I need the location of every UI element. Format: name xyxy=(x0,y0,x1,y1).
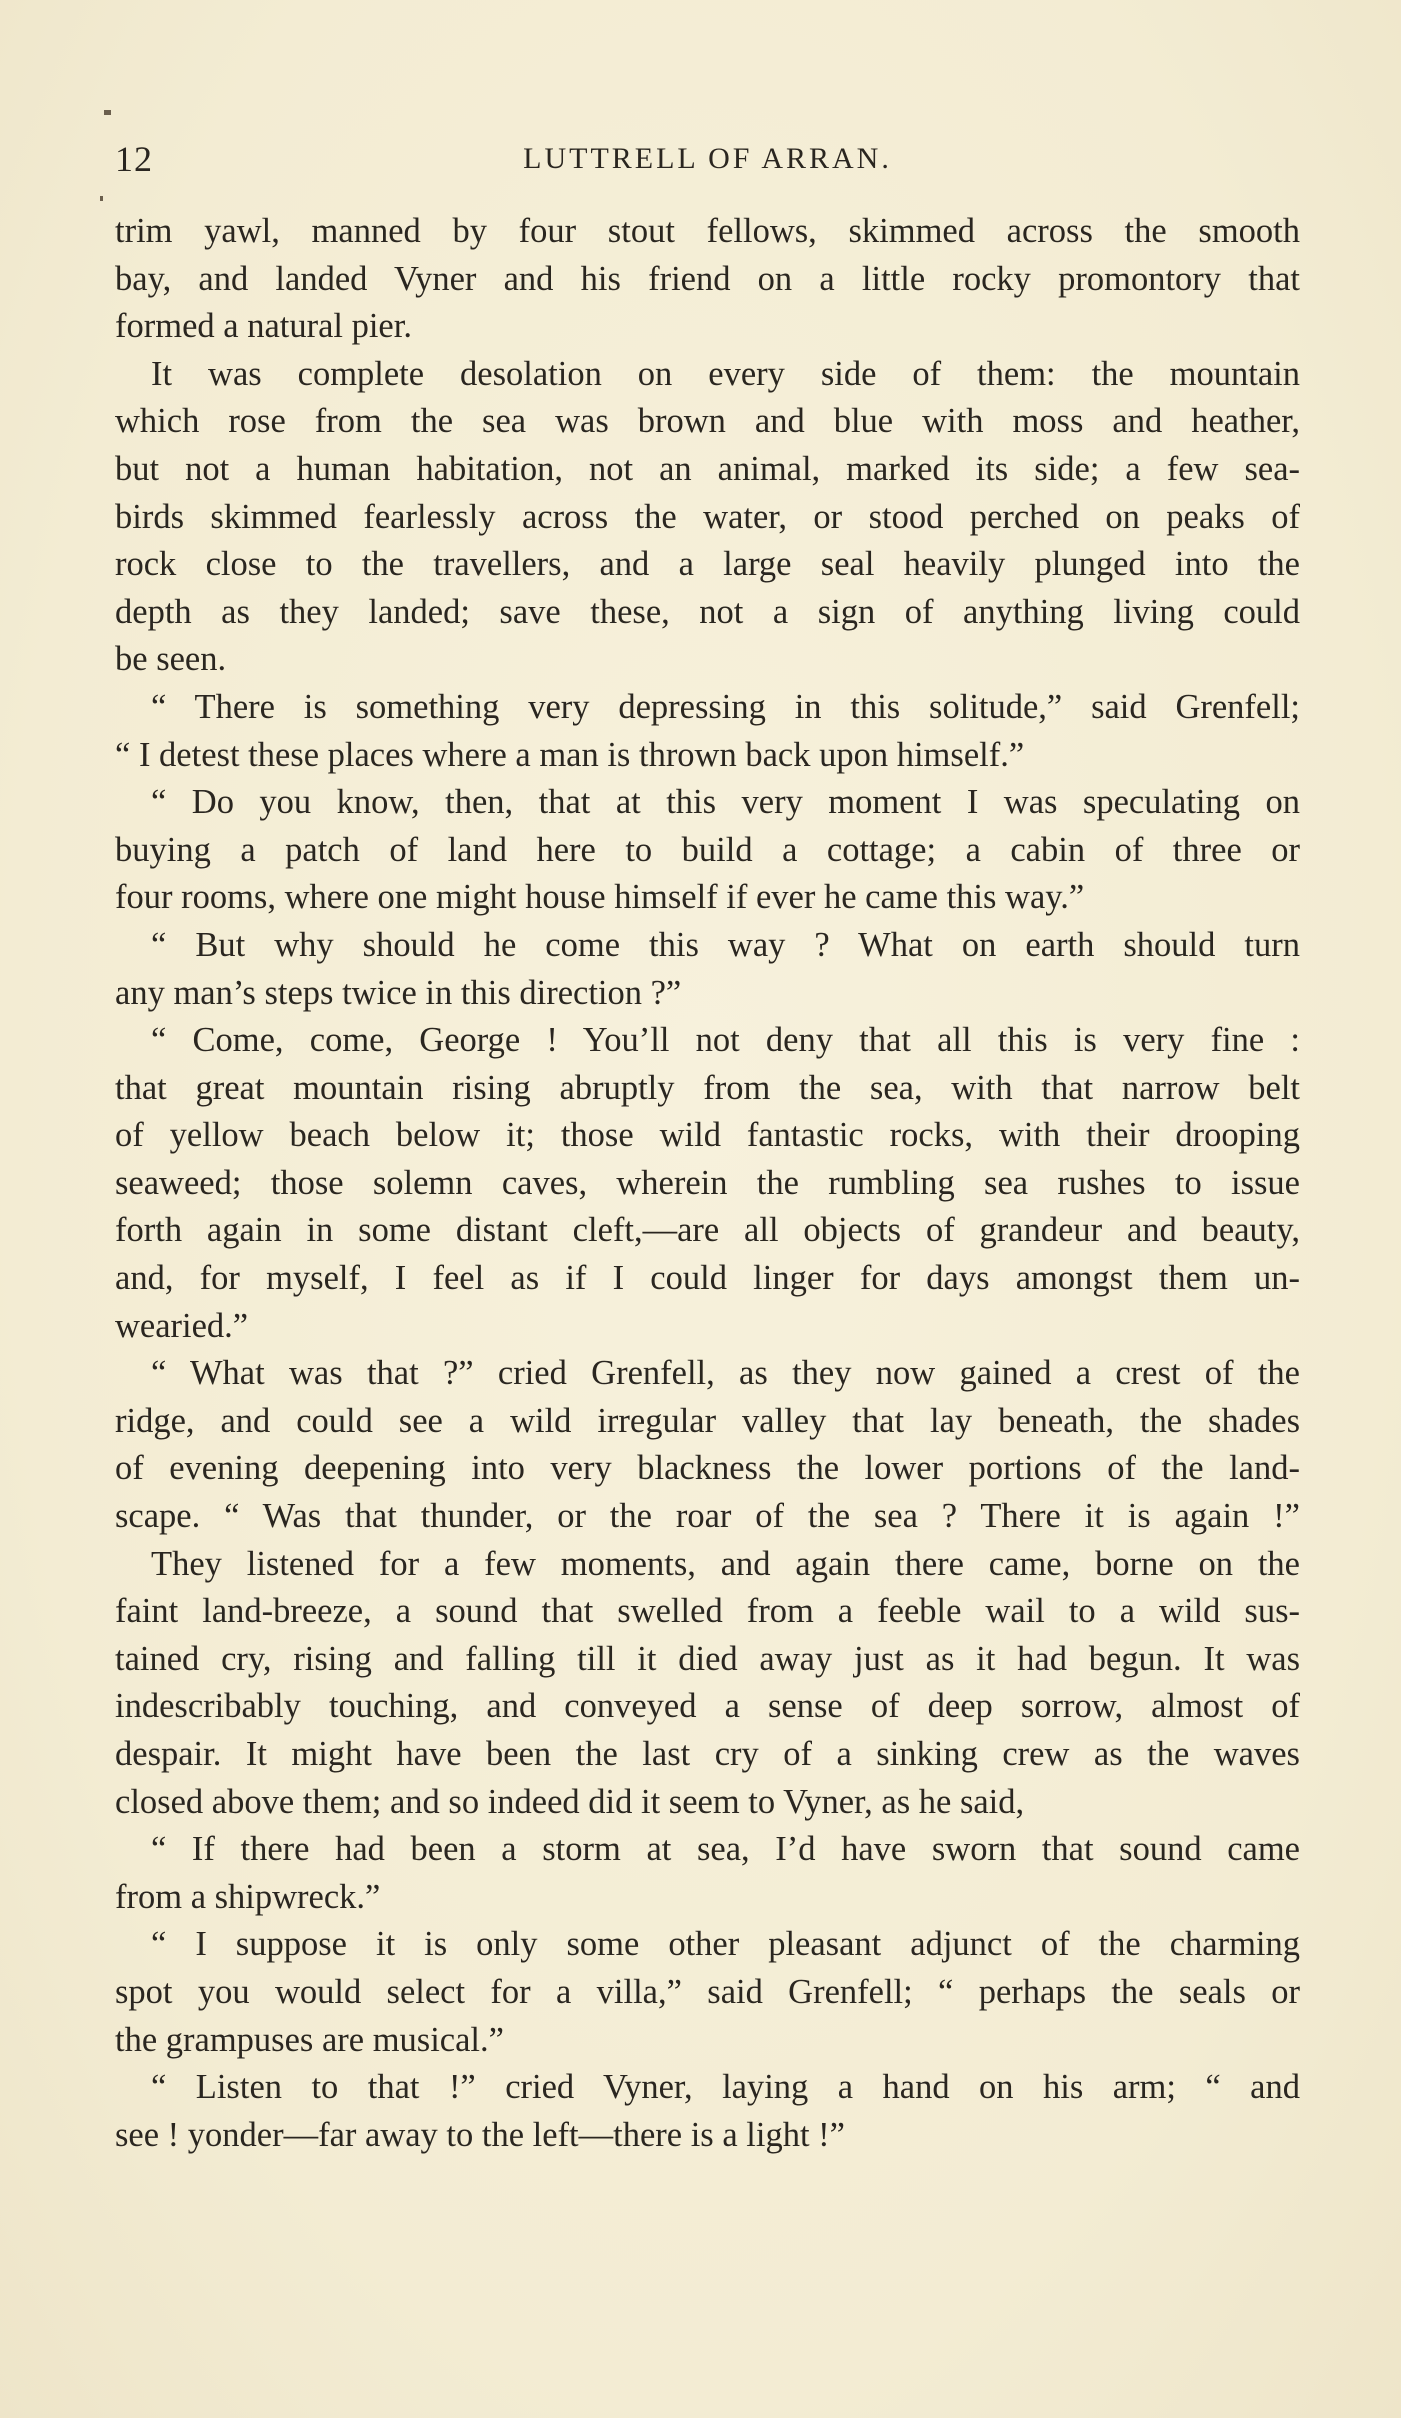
text-line: “ I suppose it is only some other pleasant adjunct of the charming xyxy=(151,1925,1300,1964)
text-line: buying a patch of land here to build a cottage; a cabin of three or xyxy=(115,830,1300,869)
text-line: “ But why should he come this way ? What on earth should turn xyxy=(151,925,1300,964)
text-line: bay, and landed Vyner and his friend on a little rocky promontory that xyxy=(115,259,1300,298)
text-line: rock close to the travellers, and a large seal heavily plunged into the xyxy=(115,545,1300,584)
text-line: tained cry, rising and falling till it died away just as it had begun. It was xyxy=(115,1639,1300,1678)
text-line: faint land-breeze, a sound that swelled from a feeble wail to a wild sus- xyxy=(115,1592,1300,1631)
text-line: They listened for a few moments, and again there came, borne on the xyxy=(151,1544,1300,1583)
text-line: four rooms, where one might house himself if ever he came this way.” xyxy=(115,878,1085,917)
text-line: see ! yonder—far away to the left—there is a light !” xyxy=(115,2115,845,2154)
text-line: which rose from the sea was brown and blue with moss and heather, xyxy=(115,402,1300,441)
text-line: formed a natural pier. xyxy=(115,307,412,346)
running-title: LUTTRELL OF ARRAN. xyxy=(523,142,892,175)
text-line: that great mountain rising abruptly from the sea, with that narrow belt xyxy=(115,1068,1300,1107)
text-line: It was complete desolation on every side of them: the mountain xyxy=(151,354,1300,393)
text-line: “ Listen to that !” cried Vyner, laying a hand on his arm; “ and xyxy=(151,2068,1300,2107)
text-line: trim yawl, manned by four stout fellows, skimmed across the smooth xyxy=(115,212,1300,250)
text-line: “ I detest these places where a man is thrown back upon himself.” xyxy=(115,735,1025,774)
text-line: “ What was that ?” cried Grenfell, as they now gained a crest of the xyxy=(151,1354,1300,1393)
text-line: scape. “ Was that thunder, or the roar of the sea ? There it is again !” xyxy=(115,1497,1300,1536)
text-line: “ Do you know, then, that at this very moment I was speculating on xyxy=(151,783,1300,822)
text-line: and, for myself, I feel as if I could linger for days amongst them un- xyxy=(115,1259,1300,1298)
text-line: closed above them; and so indeed did it seem to Vyner, as he said, xyxy=(115,1782,1025,1821)
text-line: indescribably touching, and conveyed a sense of deep sorrow, almost of xyxy=(115,1687,1300,1726)
print-speck xyxy=(104,110,111,115)
text-line: ridge, and could see a wild irregular valley that lay beneath, the shades xyxy=(115,1401,1300,1440)
text-line: birds skimmed fearlessly across the water, or stood perched on peaks of xyxy=(115,497,1300,536)
text-line: depth as they landed; save these, not a sign of anything living could xyxy=(115,592,1300,631)
text-line: forth again in some distant cleft,—are all objects of grandeur and beauty, xyxy=(115,1211,1300,1250)
body-text xyxy=(115,208,1300,2159)
text-line: of yellow beach below it; those wild fantastic rocks, with their drooping xyxy=(115,1116,1300,1155)
text-line: wearied.” xyxy=(115,1306,249,1345)
print-speck xyxy=(100,196,103,201)
text-line: from a shipwreck.” xyxy=(115,1877,381,1916)
text-line: of evening deepening into very blackness the lower portions of the land- xyxy=(115,1449,1300,1488)
page-number: 12 xyxy=(115,139,153,179)
text-line: “ Come, come, George ! You’ll not deny that all this is very fine : xyxy=(151,1021,1300,1060)
text-line: but not a human habitation, not an animal, marked its side; a few sea- xyxy=(115,449,1300,488)
text-line: any man’s steps twice in this direction ?” xyxy=(115,973,682,1012)
page-header xyxy=(115,138,1300,188)
text-line: despair. It might have been the last cry of a sinking crew as the waves xyxy=(115,1735,1300,1773)
text-line: seaweed; those solemn caves, wherein the rumbling sea rushes to issue xyxy=(115,1163,1300,1202)
text-line: the grampuses are musical.” xyxy=(115,2020,504,2059)
text-line: spot you would select for a villa,” said Grenfell; “ perhaps the seals or xyxy=(115,1972,1300,2011)
text-line: “ There is something very depressing in this solitude,” said Grenfell; xyxy=(151,687,1300,726)
text-line: be seen. xyxy=(115,640,227,679)
text-line: “ If there had been a storm at sea, I’d have sworn that sound came xyxy=(151,1830,1300,1869)
